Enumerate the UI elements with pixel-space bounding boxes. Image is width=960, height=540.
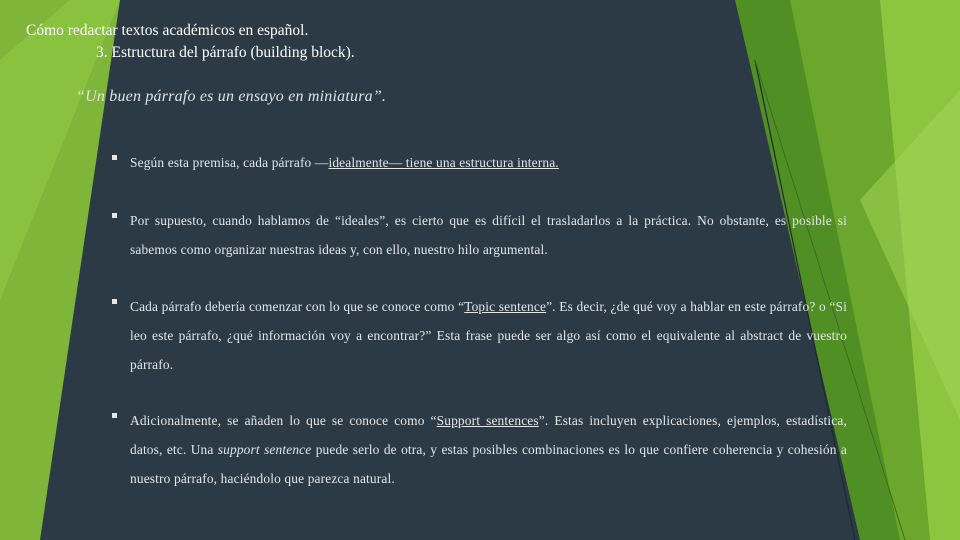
underlined-text: Support sentences [436,413,539,428]
bullet-item [112,148,847,177]
text-run: puede serlo de otra, y estas posibles combinaciones es lo que confiere coherencia y cohesión a nuestro párrafo, haciéndolo que parezca natural. [130,442,847,486]
bullet-text [130,148,847,177]
text-run: ”. Es decir, ¿de qué voy a hablar en este párrafo? o “Si leo este párrafo, ¿qué información voy a encontrar?” Esta frase puede ser algo así como el equivalente al abstract de vuestro párrafo. [130,299,848,372]
underlined-text: idealmente— tiene una estructura interna. [328,155,559,170]
text-run: Adicionalmente, se añaden lo que se conoce como “ [130,413,437,428]
bullet-text [130,206,847,264]
square-bullet-icon [112,299,117,304]
underlined-text: Topic sentence [464,299,547,314]
square-bullet-icon [112,155,117,160]
text-run: ”. Estas incluyen explicaciones, ejemplos, estadística, datos, etc. Una [130,413,847,457]
bullet-item [112,406,847,493]
square-bullet-icon [112,413,117,418]
bullet-item [112,292,847,379]
square-bullet-icon [112,213,117,218]
title-line-2: 3. Estructura del párrafo (building block). [96,44,355,61]
quote: “Un buen párrafo es un ensayo en miniatura”. [76,88,387,105]
text-run: Cada párrafo debería comenzar con lo que se conoce como “ [130,299,465,314]
slide-title [26,20,355,64]
bullet-item [112,206,847,264]
bullet-text [130,292,847,379]
text-run: Según esta premisa, cada párrafo — [130,155,329,170]
italic-text: support sentence [217,442,312,457]
title-line-1: Cómo redactar textos académicos en español. [26,22,309,39]
bullet-text [130,406,847,493]
text-run: Por supuesto, cuando hablamos de “ideales”, es cierto que es difícil el trasladarlos a la práctica. No obstante, es posible si sabemos como organizar nuestras ideas y, con ello, nuestro hilo argumental. [130,213,847,257]
